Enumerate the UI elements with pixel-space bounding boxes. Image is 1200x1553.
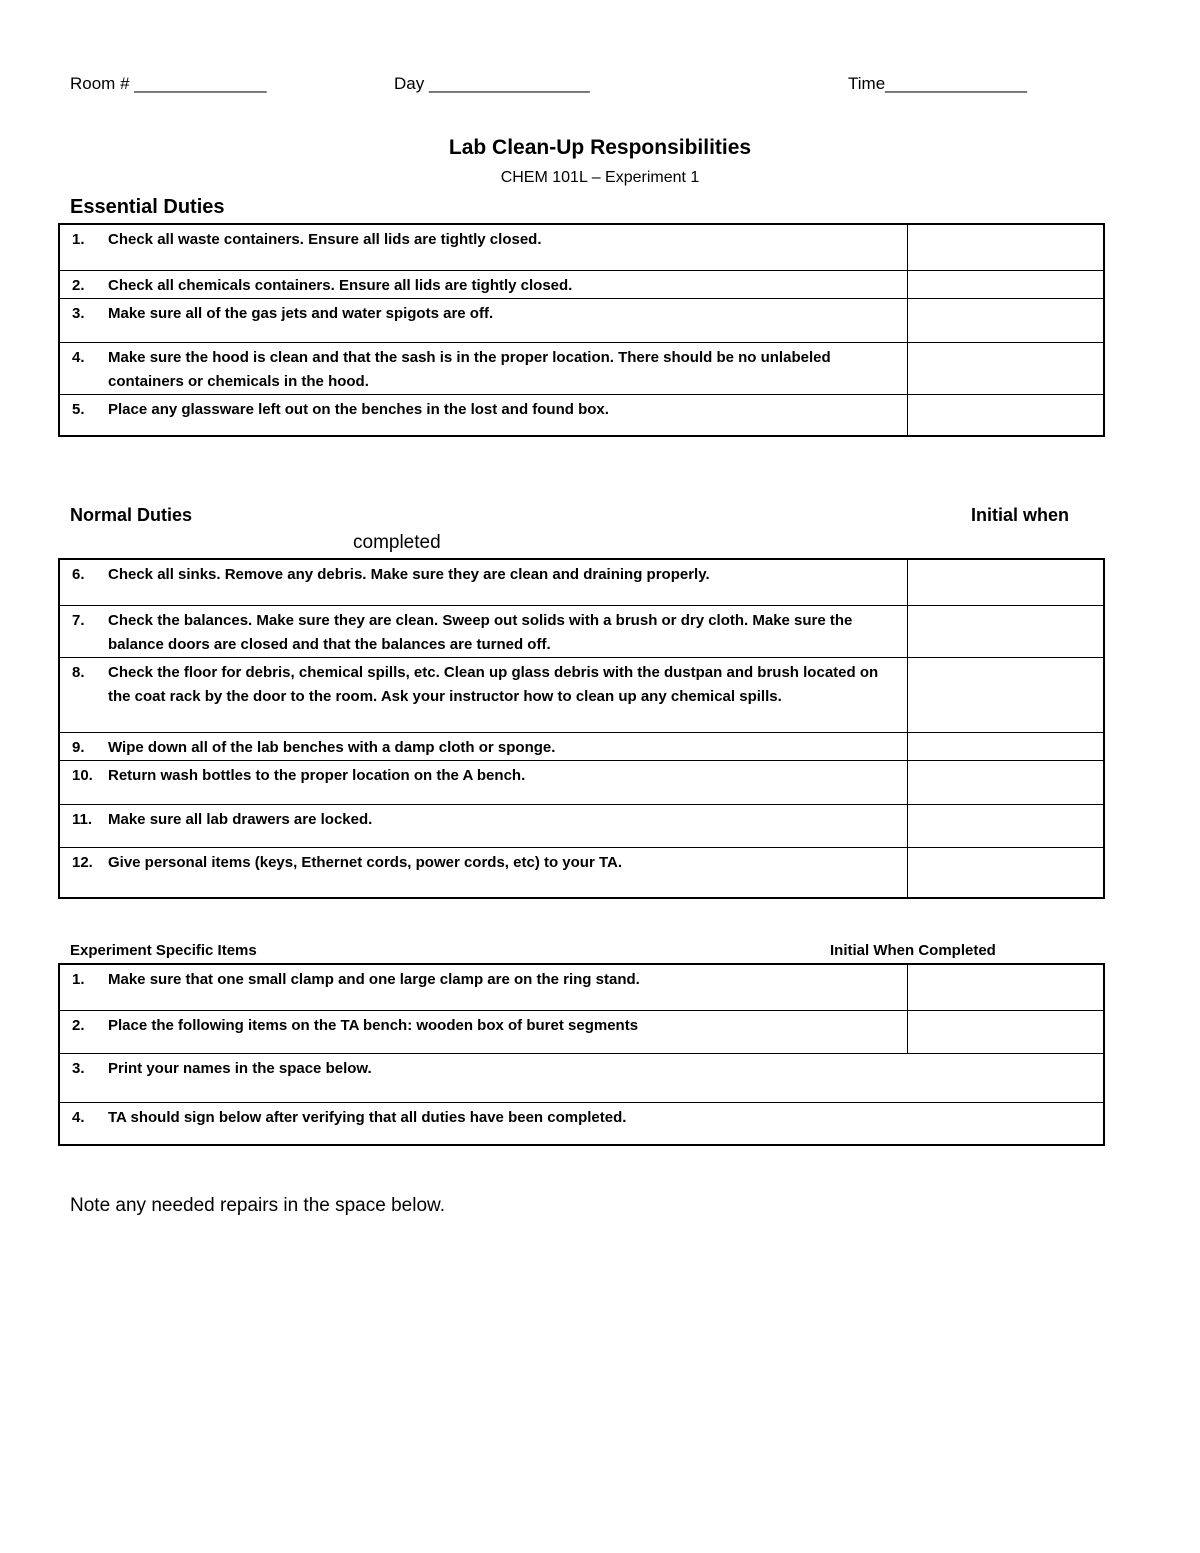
table-row bbox=[59, 342, 1104, 394]
item-number: 11. bbox=[72, 810, 93, 828]
item-text: Return wash bottles to the proper location on the A bench. bbox=[108, 766, 526, 784]
initial-cell[interactable] bbox=[908, 657, 1105, 732]
table-row bbox=[59, 270, 1104, 298]
item-number: 8. bbox=[72, 663, 85, 681]
initial-cell[interactable] bbox=[908, 847, 1105, 898]
item-number: 3. bbox=[72, 304, 85, 322]
item-number: 10. bbox=[72, 766, 93, 784]
item-number: 6. bbox=[72, 566, 85, 583]
table-row bbox=[59, 559, 1104, 605]
item-text: Wipe down all of the lab benches with a damp cloth or sponge. bbox=[108, 738, 556, 756]
table-row bbox=[59, 1010, 1104, 1053]
table-row bbox=[59, 224, 1104, 270]
item-number: 9. bbox=[72, 738, 85, 756]
item-number: 1. bbox=[72, 231, 85, 248]
item-text: Place the following items on the TA bench: wooden box of buret segments bbox=[108, 1016, 639, 1034]
room-field-label: Room # ______________ bbox=[70, 74, 267, 93]
initial-cell[interactable] bbox=[908, 559, 1105, 605]
item-text: Check all waste containers. Ensure all lids are tightly closed. bbox=[108, 231, 542, 248]
initial-when-completed-label: Initial When Completed bbox=[830, 942, 996, 959]
page-subtitle: CHEM 101L – Experiment 1 bbox=[500, 169, 700, 186]
experiment-specific-heading: Experiment Specific Items bbox=[70, 942, 257, 959]
initial-cell[interactable] bbox=[908, 224, 1105, 270]
item-text: Print your names in the space below. bbox=[108, 1059, 372, 1077]
initial-cell[interactable] bbox=[908, 1010, 1105, 1053]
table-row bbox=[59, 732, 1104, 760]
table-row bbox=[59, 298, 1104, 342]
normal-duties-table bbox=[58, 558, 1105, 899]
day-field-label: Day _________________ bbox=[394, 74, 590, 93]
essential-duties-table bbox=[58, 223, 1105, 437]
item-number: 2. bbox=[72, 276, 85, 294]
initial-cell[interactable] bbox=[908, 394, 1105, 436]
table-row bbox=[59, 394, 1104, 436]
initial-when-label: Initial when bbox=[971, 505, 1070, 525]
item-number: 12. bbox=[72, 853, 93, 871]
experiment-specific-table bbox=[58, 963, 1105, 1146]
item-text: Check all sinks. Remove any debris. Make sure they are clean and draining properly. bbox=[108, 566, 710, 583]
item-number: 1. bbox=[72, 971, 85, 988]
item-text: Make sure that one small clamp and one large clamp are on the ring stand. bbox=[108, 971, 640, 988]
initial-cell[interactable] bbox=[908, 605, 1105, 657]
table-row bbox=[59, 964, 1104, 1010]
initial-cell[interactable] bbox=[908, 804, 1105, 847]
initial-cell[interactable] bbox=[908, 964, 1105, 1010]
completed-label: completed bbox=[353, 532, 441, 553]
item-text: Check all chemicals containers. Ensure all lids are tightly closed. bbox=[108, 276, 573, 294]
normal-duties-heading: Normal Duties bbox=[70, 505, 193, 525]
initial-cell[interactable] bbox=[908, 732, 1105, 760]
item-number: 7. bbox=[72, 611, 85, 629]
item-text: Check the floor for debris, chemical spills, etc. Clean up glass debris with the dustpan and brush located on the coat rack by the door to the room. Ask your instructor how to clean up any chemical spills. bbox=[108, 663, 879, 705]
item-text: Make sure all lab drawers are locked. bbox=[108, 810, 373, 828]
time-field-label: Time_______________ bbox=[848, 74, 1027, 93]
table-row bbox=[59, 804, 1104, 847]
table-row bbox=[59, 760, 1104, 804]
initial-cell[interactable] bbox=[908, 298, 1105, 342]
table-row bbox=[59, 847, 1104, 898]
item-text: Place any glassware left out on the benches in the lost and found box. bbox=[108, 400, 609, 418]
item-number: 2. bbox=[72, 1016, 85, 1034]
initial-cell[interactable] bbox=[908, 760, 1105, 804]
item-number: 5. bbox=[72, 400, 85, 418]
table-row bbox=[59, 1053, 1104, 1102]
item-number: 4. bbox=[72, 1108, 85, 1126]
item-text: TA should sign below after verifying that all duties have been completed. bbox=[108, 1108, 627, 1126]
initial-cell[interactable] bbox=[908, 270, 1105, 298]
repairs-note: Note any needed repairs in the space below. bbox=[70, 1195, 445, 1216]
item-text: Make sure the hood is clean and that the sash is in the proper location. There should be no unlabeled containers or chemicals in the hood. bbox=[108, 348, 831, 390]
table-row bbox=[59, 605, 1104, 657]
initial-cell[interactable] bbox=[908, 342, 1105, 394]
essential-duties-heading: Essential Duties bbox=[70, 196, 225, 218]
table-row bbox=[59, 657, 1104, 732]
item-number: 3. bbox=[72, 1059, 85, 1077]
table-row bbox=[59, 1102, 1104, 1145]
page-title: Lab Clean-Up Responsibilities bbox=[448, 136, 752, 159]
item-text: Give personal items (keys, Ethernet cords, power cords, etc) to your TA. bbox=[108, 853, 623, 871]
item-text: Make sure all of the gas jets and water spigots are off. bbox=[108, 304, 494, 322]
item-number: 4. bbox=[72, 348, 85, 366]
item-text: Check the balances. Make sure they are clean. Sweep out solids with a brush or dry cloth. Make sure the balance doors are closed and that the balances are turned off. bbox=[108, 611, 853, 653]
